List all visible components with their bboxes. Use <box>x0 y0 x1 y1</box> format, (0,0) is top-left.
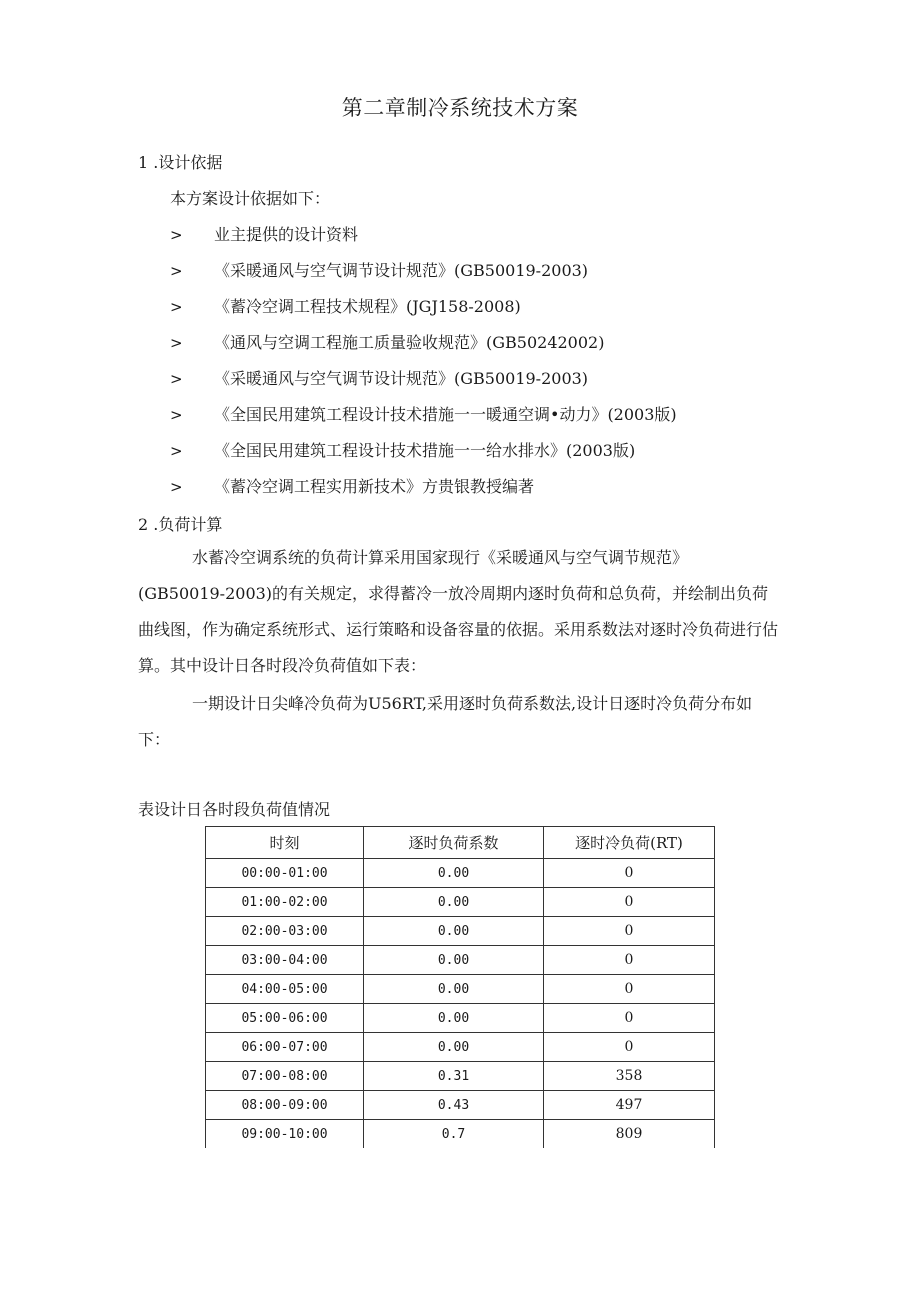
cell-cooling-load: 0 <box>544 946 715 975</box>
reference-item <box>170 438 635 461</box>
header-coefficient: 逐时负荷系数 <box>364 827 544 859</box>
bullet-arrow-icon: > <box>170 334 183 352</box>
cell-coefficient: 0.00 <box>364 888 544 917</box>
reference-item-text: 《蓄冷空调工程技术规程》(JGJ158-2008) <box>214 297 521 316</box>
cell-coefficient: 0.31 <box>364 1062 544 1091</box>
cell-cooling-load: 0 <box>544 917 715 946</box>
cell-coefficient: 0.00 <box>364 975 544 1004</box>
table-header-row <box>206 827 715 859</box>
cell-cooling-load: 0 <box>544 859 715 888</box>
table-row <box>206 946 715 975</box>
cell-cooling-load: 809 <box>544 1120 715 1149</box>
cell-time: 08:00-09:00 <box>206 1091 364 1120</box>
section2-heading: 2 .负荷计算 <box>138 515 223 534</box>
cell-time: 01:00-02:00 <box>206 888 364 917</box>
table-row <box>206 859 715 888</box>
reference-item-text: 《采暖通风与空气调节设计规范》(GB50019-2003) <box>214 261 589 280</box>
table-row <box>206 1062 715 1091</box>
reference-item <box>170 222 358 245</box>
bullet-arrow-icon: > <box>170 406 183 424</box>
cell-cooling-load: 0 <box>544 975 715 1004</box>
section2-paragraph-1 <box>138 540 778 684</box>
table-row <box>206 917 715 946</box>
cell-coefficient: 0.00 <box>364 946 544 975</box>
cell-time: 05:00-06:00 <box>206 1004 364 1033</box>
section2-paragraph-2 <box>138 686 778 758</box>
cell-coefficient: 0.00 <box>364 859 544 888</box>
reference-item-text: 业主提供的设计资料 <box>214 225 359 244</box>
reference-item-text: 《全国民用建筑工程设计技术措施一一暖通空调•动力》(2003版) <box>214 405 677 424</box>
header-time: 时刻 <box>206 827 364 859</box>
bullet-arrow-icon: > <box>170 478 183 496</box>
reference-item-text: 《采暖通风与空气调节设计规范》(GB50019-2003) <box>214 369 589 388</box>
table-caption: 表设计日各时段负荷值情况 <box>138 800 331 819</box>
cell-cooling-load: 358 <box>544 1062 715 1091</box>
section1-intro: 本方案设计依据如下： <box>170 189 331 208</box>
table-row <box>206 888 715 917</box>
reference-item <box>170 258 588 281</box>
reference-item <box>170 402 677 425</box>
table-row <box>206 1033 715 1062</box>
reference-item-text: 《通风与空调工程施工质量验收规范》(GB50242002) <box>214 333 605 352</box>
cell-time: 02:00-03:00 <box>206 917 364 946</box>
cell-cooling-load: 0 <box>544 888 715 917</box>
cell-coefficient: 0.00 <box>364 1033 544 1062</box>
header-cooling-load: 逐时冷负荷(RT) <box>544 827 715 859</box>
page-title: 第二章制冷系统技术方案 <box>341 96 579 120</box>
cell-time: 06:00-07:00 <box>206 1033 364 1062</box>
cell-cooling-load: 0 <box>544 1033 715 1062</box>
paragraph-1-first-line: 水蓄冷空调系统的负荷计算采用国家现行《采暖通风与空气调节规范》 <box>192 548 689 567</box>
table-row <box>206 1004 715 1033</box>
reference-item <box>170 366 588 389</box>
cell-time: 03:00-04:00 <box>206 946 364 975</box>
reference-item <box>170 294 521 317</box>
cell-time: 00:00-01:00 <box>206 859 364 888</box>
cell-coefficient: 0.43 <box>364 1091 544 1120</box>
bullet-arrow-icon: > <box>170 298 183 316</box>
table-row <box>206 975 715 1004</box>
load-table <box>205 826 715 1148</box>
cell-time: 07:00-08:00 <box>206 1062 364 1091</box>
paragraph-2-text: 一期设计日尖峰冷负荷为U56RT,采用逐时负荷系数法,设计日逐时冷负荷分布如下： <box>138 694 753 749</box>
table-row <box>206 1120 715 1149</box>
section1-heading: 1 .设计依据 <box>138 153 223 172</box>
bullet-arrow-icon: > <box>170 370 183 388</box>
bullet-arrow-icon: > <box>170 262 183 280</box>
cell-cooling-load: 497 <box>544 1091 715 1120</box>
cell-coefficient: 0.7 <box>364 1120 544 1149</box>
reference-item-text: 《全国民用建筑工程设计技术措施一一给水排水》(2003版) <box>214 441 636 460</box>
cell-time: 09:00-10:00 <box>206 1120 364 1149</box>
bullet-arrow-icon: > <box>170 442 183 460</box>
cell-time: 04:00-05:00 <box>206 975 364 1004</box>
reference-item <box>170 474 534 497</box>
cell-cooling-load: 0 <box>544 1004 715 1033</box>
bullet-arrow-icon: > <box>170 226 183 244</box>
cell-coefficient: 0.00 <box>364 1004 544 1033</box>
reference-item <box>170 330 604 353</box>
cell-coefficient: 0.00 <box>364 917 544 946</box>
paragraph-1-rest: (GB50019-2003)的有关规定，求得蓄冷一放冷周期内逐时负荷和总负荷，并绘制出负荷曲线图，作为确定系统形式、运行策略和设备容量的依据。采用系数法对逐时冷负荷进行估算。其中设计日各时段冷负荷值如下表： <box>138 584 779 675</box>
table-row <box>206 1091 715 1120</box>
reference-item-text: 《蓄冷空调工程实用新技术》方贵银教授编著 <box>214 477 535 496</box>
